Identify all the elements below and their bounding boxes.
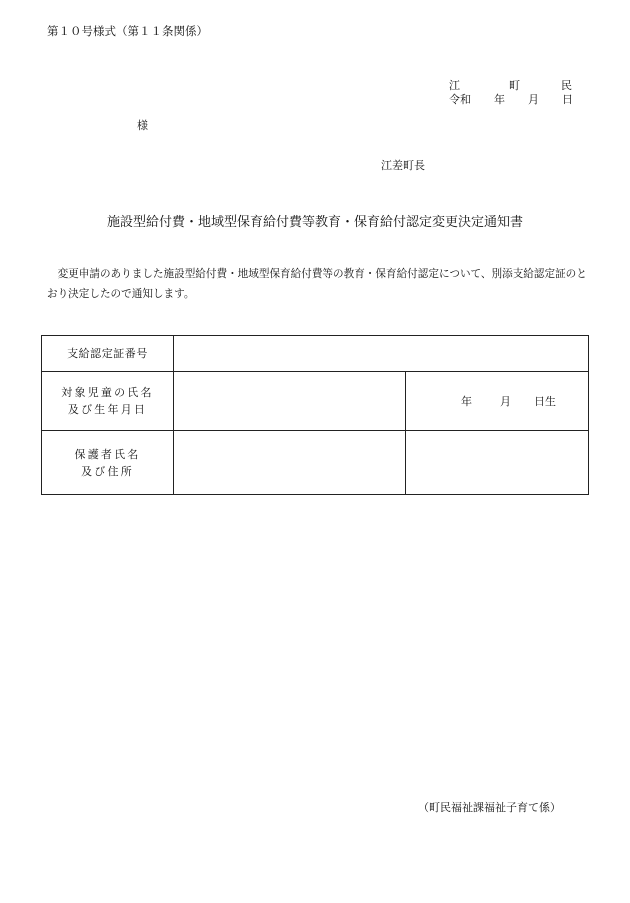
cert-number-label: 支給認定証番号 [42,336,174,372]
notice-body: 変更申請のありました施設型給付費・地域型保育給付費等の教育・保育給付認定について、別添支給認定証のとおり決定したので通知します。 [47,268,587,300]
table-row [42,336,589,372]
date-month: 月 [528,93,539,106]
cert-number-value[interactable] [174,336,589,372]
table-row [42,372,589,431]
department-footer: （町民福祉課福祉子育て係） [418,801,561,814]
recipient-honorific: 様 [137,119,148,132]
issuer-char-3: 民 [561,79,572,92]
dob-month-unit: 月 [500,395,511,408]
child-label-line-1: 対象児童の氏名 [61,386,154,399]
issuer-line-1 [449,77,573,91]
form-number: 第１０号様式（第１１条関係） [47,24,208,38]
guardian-name-value[interactable] [174,431,406,495]
document-title: 施設型給付費・地域型保育給付費等教育・保育給付認定変更決定通知書 [106,215,523,230]
certificate-table [41,335,589,495]
child-birthdate-value[interactable] [406,372,589,431]
dob-year-unit: 年 [461,395,472,408]
child-name-value[interactable] [174,372,406,431]
dob-day-unit: 日生 [534,395,556,408]
date-year: 年 [494,93,505,106]
child-label-line-2: 及び生年月日 [67,403,148,416]
guardian-address-value[interactable] [406,431,589,495]
child-label [42,372,174,431]
guardian-label [42,431,174,495]
era-name: 令和 [449,93,471,106]
issuer-mayor: 江差町長 [381,159,425,172]
issuer-char-2: 町 [509,79,520,92]
table-row [42,431,589,495]
issuer-char-1: 江 [449,79,460,92]
guardian-label-line-2: 及び住所 [81,464,134,478]
date-day: 日 [562,93,573,106]
guardian-label-line-1: 保護者氏名 [74,447,141,461]
issue-date [449,91,573,105]
